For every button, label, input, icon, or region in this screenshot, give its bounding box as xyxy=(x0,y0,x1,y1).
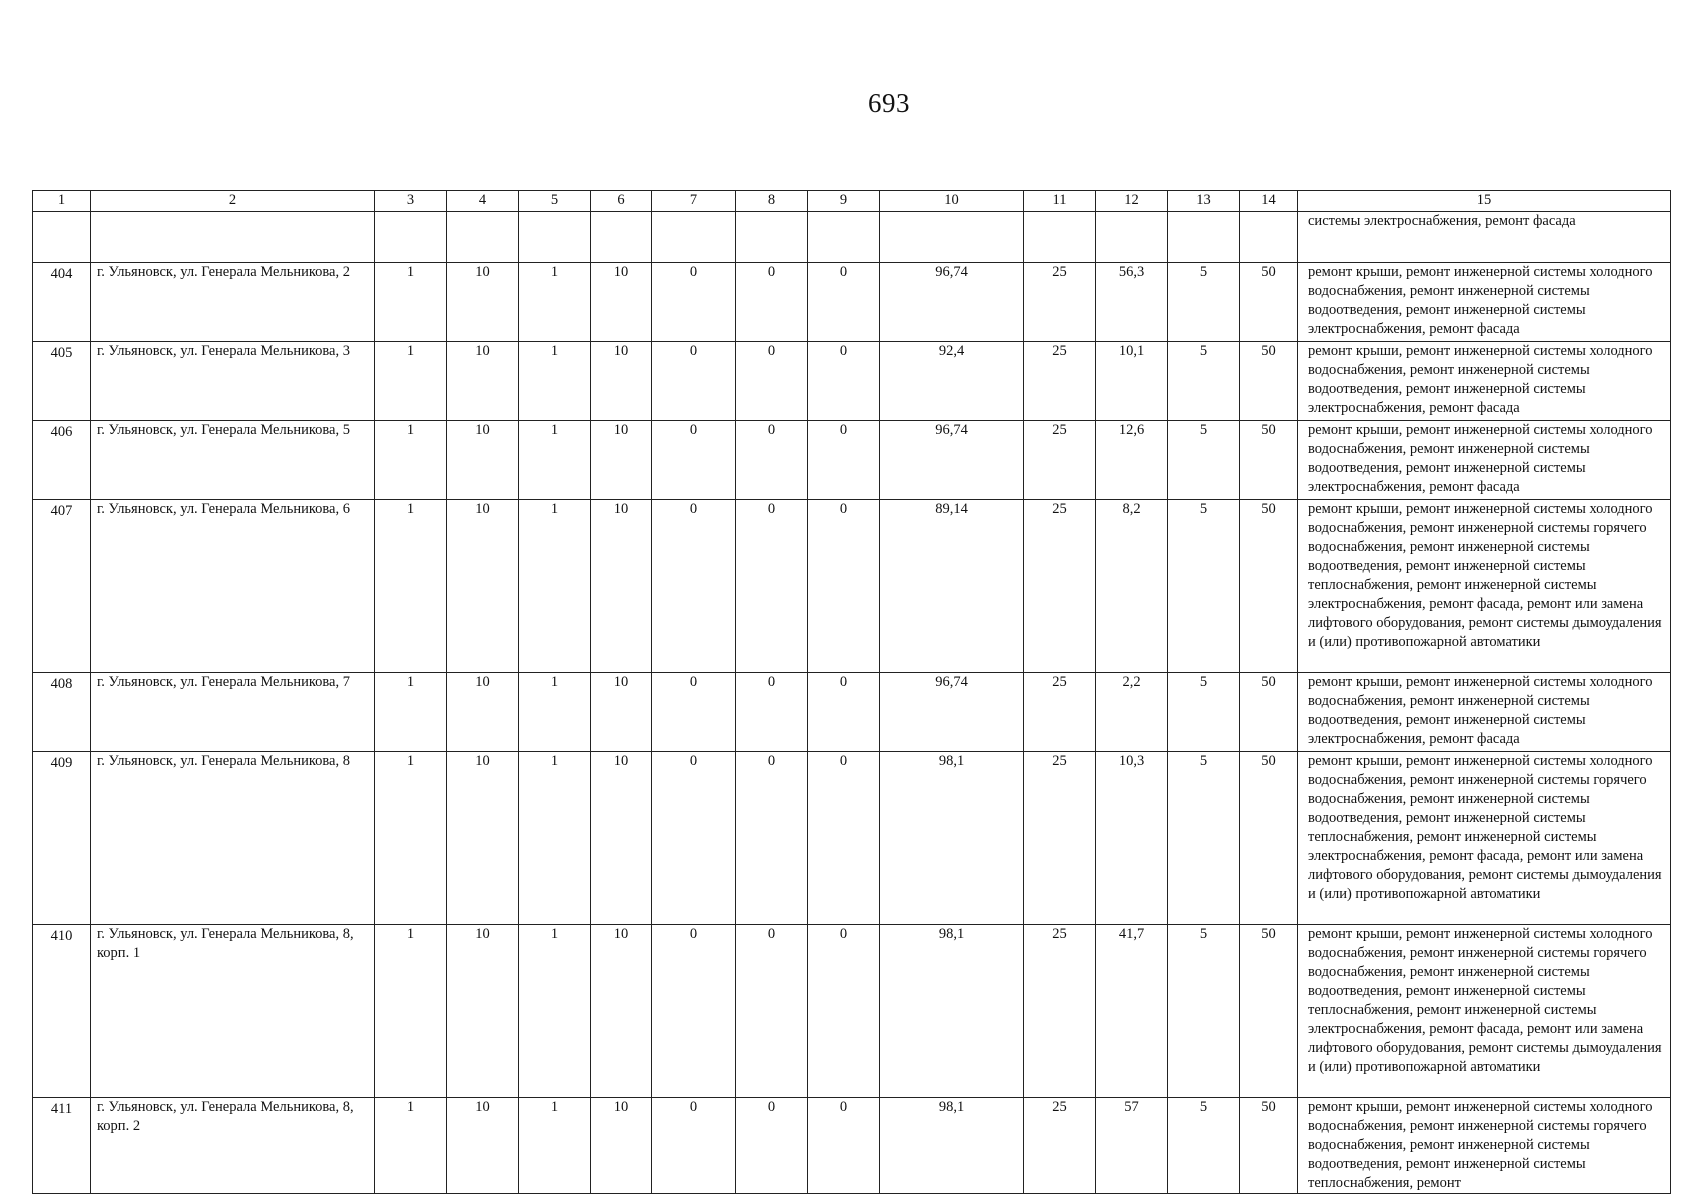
table-cell: 0 xyxy=(652,263,736,342)
table-cell: 0 xyxy=(652,673,736,752)
table-cell: 5 xyxy=(1168,925,1240,1098)
table-cell: 10 xyxy=(447,925,519,1098)
table-cell: 5 xyxy=(1168,421,1240,500)
table-cell: 50 xyxy=(1240,421,1298,500)
table-cell: 1 xyxy=(375,925,447,1098)
table-row xyxy=(33,500,1671,673)
table-cell: 50 xyxy=(1240,925,1298,1098)
address-cell: г. Ульяновск, ул. Генерала Мельникова, 8, корп. 2 xyxy=(91,1098,375,1194)
table-cell: 89,14 xyxy=(880,500,1024,673)
table-cell: 0 xyxy=(808,342,880,421)
column-header: 6 xyxy=(591,191,652,212)
column-header: 2 xyxy=(91,191,375,212)
table-cell: 50 xyxy=(1240,673,1298,752)
table-cell: 0 xyxy=(808,1098,880,1194)
table-cell: 5 xyxy=(1168,1098,1240,1194)
address-cell: г. Ульяновск, ул. Генерала Мельникова, 2 xyxy=(91,263,375,342)
table-cell: 0 xyxy=(736,263,808,342)
works-cell: ремонт крыши, ремонт инженерной системы холодного водоснабжения, ремонт инженерной системы водоотведения, ремонт инженерной системы электроснабжения, ремонт фасада xyxy=(1298,263,1671,342)
column-header: 1 xyxy=(33,191,91,212)
table-cell: 0 xyxy=(652,752,736,925)
repair-program-table xyxy=(32,190,1671,1194)
table-cell: 50 xyxy=(1240,342,1298,421)
table-cell: 25 xyxy=(1024,752,1096,925)
table-cell: 0 xyxy=(652,1098,736,1194)
row-number: 404 xyxy=(33,263,91,342)
table-cell: 10 xyxy=(447,1098,519,1194)
table-row xyxy=(33,752,1671,925)
works-cell: ремонт крыши, ремонт инженерной системы холодного водоснабжения, ремонт инженерной системы водоотведения, ремонт инженерной системы электроснабжения, ремонт фасада xyxy=(1298,342,1671,421)
table-cell: 10,3 xyxy=(1096,752,1168,925)
row-number: 408 xyxy=(33,673,91,752)
table-cell: 96,74 xyxy=(880,421,1024,500)
table-cell: 0 xyxy=(736,752,808,925)
table-cell: 25 xyxy=(1024,421,1096,500)
address-cell: г. Ульяновск, ул. Генерала Мельникова, 8, корп. 1 xyxy=(91,925,375,1098)
table-cell: 1 xyxy=(519,925,591,1098)
table-cell: 1 xyxy=(375,421,447,500)
table-cell: 1 xyxy=(375,263,447,342)
column-header: 10 xyxy=(880,191,1024,212)
table-cell: 10 xyxy=(447,421,519,500)
address-cell: г. Ульяновск, ул. Генерала Мельникова, 8 xyxy=(91,752,375,925)
table-cell: 0 xyxy=(736,421,808,500)
table-cell: 10 xyxy=(447,342,519,421)
table-cell: 12,6 xyxy=(1096,421,1168,500)
table-cell: 10 xyxy=(447,752,519,925)
table-cell: 1 xyxy=(375,673,447,752)
works-cell: ремонт крыши, ремонт инженерной системы холодного водоснабжения, ремонт инженерной системы горячего водоснабжения, ремонт инженерной системы водоотведения, ремонт инженерной системы теплоснабжения, ремонт инженерной системы электроснабжения, ремонт фасада, ремонт или замена лифтового оборудования, ремонт системы дымоудаления и (или) противопожарной автоматики xyxy=(1298,500,1671,673)
column-header: 7 xyxy=(652,191,736,212)
table-cell: 0 xyxy=(652,500,736,673)
address-cell: г. Ульяновск, ул. Генерала Мельникова, 6 xyxy=(91,500,375,673)
table-row xyxy=(33,263,1671,342)
table-cell: 10 xyxy=(591,925,652,1098)
table-cell: 25 xyxy=(1024,263,1096,342)
works-cell: системы электроснабжения, ремонт фасада xyxy=(1298,212,1671,263)
column-header: 3 xyxy=(375,191,447,212)
address-cell: г. Ульяновск, ул. Генерала Мельникова, 3 xyxy=(91,342,375,421)
table-cell: 0 xyxy=(808,673,880,752)
row-number: 407 xyxy=(33,500,91,673)
table-cell: 0 xyxy=(808,752,880,925)
works-cell: ремонт крыши, ремонт инженерной системы холодного водоснабжения, ремонт инженерной системы горячего водоснабжения, ремонт инженерной системы водоотведения, ремонт инженерной системы теплоснабжения, ремонт инженерной системы электроснабжения, ремонт фасада, ремонт или замена лифтового оборудования, ремонт системы дымоудаления и (или) противопожарной автоматики xyxy=(1298,752,1671,925)
table-cell: 25 xyxy=(1024,925,1096,1098)
table-cell: 10 xyxy=(447,673,519,752)
table-cell: 8,2 xyxy=(1096,500,1168,673)
table-cell: 0 xyxy=(652,421,736,500)
column-header: 11 xyxy=(1024,191,1096,212)
table-cell: 50 xyxy=(1240,1098,1298,1194)
address-cell: г. Ульяновск, ул. Генерала Мельникова, 7 xyxy=(91,673,375,752)
header-row xyxy=(33,191,1671,212)
works-cell: ремонт крыши, ремонт инженерной системы холодного водоснабжения, ремонт инженерной системы горячего водоснабжения, ремонт инженерной системы водоотведения, ремонт инженерной системы теплоснабжения, ремонт xyxy=(1298,1098,1671,1194)
table-cell: 10 xyxy=(591,752,652,925)
table-cell: 1 xyxy=(375,1098,447,1194)
table-cell: 5 xyxy=(1168,673,1240,752)
table-cell: 10 xyxy=(591,1098,652,1194)
table-cell: 10 xyxy=(591,263,652,342)
table-cell: 0 xyxy=(736,673,808,752)
table-cell: 1 xyxy=(519,673,591,752)
table-cell: 0 xyxy=(736,342,808,421)
table-row xyxy=(33,421,1671,500)
works-cell: ремонт крыши, ремонт инженерной системы холодного водоснабжения, ремонт инженерной системы водоотведения, ремонт инженерной системы электроснабжения, ремонт фасада xyxy=(1298,673,1671,752)
table-cell: 5 xyxy=(1168,263,1240,342)
table-cell: 96,74 xyxy=(880,673,1024,752)
column-header: 4 xyxy=(447,191,519,212)
table-cell: 98,1 xyxy=(880,925,1024,1098)
table-row xyxy=(33,673,1671,752)
column-header: 14 xyxy=(1240,191,1298,212)
table-row xyxy=(33,342,1671,421)
column-header: 8 xyxy=(736,191,808,212)
table-cell: 1 xyxy=(375,752,447,925)
table-cell: 50 xyxy=(1240,263,1298,342)
table-cell: 0 xyxy=(736,500,808,673)
table-cell: 50 xyxy=(1240,752,1298,925)
row-number: 405 xyxy=(33,342,91,421)
table-cell: 10 xyxy=(591,342,652,421)
table-cell: 25 xyxy=(1024,342,1096,421)
table-cell: 1 xyxy=(375,342,447,421)
table-cell: 98,1 xyxy=(880,1098,1024,1194)
column-header: 5 xyxy=(519,191,591,212)
table-cell: 0 xyxy=(808,925,880,1098)
column-header: 12 xyxy=(1096,191,1168,212)
table-cell: 1 xyxy=(519,342,591,421)
table-cell: 10,1 xyxy=(1096,342,1168,421)
table-cell: 1 xyxy=(519,752,591,925)
table-cell: 10 xyxy=(447,263,519,342)
table-cell: 50 xyxy=(1240,500,1298,673)
table-cell: 1 xyxy=(519,1098,591,1194)
row-number: 410 xyxy=(33,925,91,1098)
table-cell: 5 xyxy=(1168,752,1240,925)
table-cell: 25 xyxy=(1024,673,1096,752)
table-cell: 56,3 xyxy=(1096,263,1168,342)
row-number: 411 xyxy=(33,1098,91,1194)
table-cell: 0 xyxy=(808,421,880,500)
table-row xyxy=(33,1098,1671,1194)
page-number: 693 xyxy=(868,88,910,118)
row-number: 409 xyxy=(33,752,91,925)
works-cell: ремонт крыши, ремонт инженерной системы холодного водоснабжения, ремонт инженерной системы водоотведения, ремонт инженерной системы электроснабжения, ремонт фасада xyxy=(1298,421,1671,500)
table-cell: 5 xyxy=(1168,500,1240,673)
table-cell: 1 xyxy=(519,263,591,342)
table-cell: 1 xyxy=(375,500,447,673)
table-cell: 10 xyxy=(591,421,652,500)
table-cell: 5 xyxy=(1168,342,1240,421)
table-cell: 25 xyxy=(1024,1098,1096,1194)
table-cell: 96,74 xyxy=(880,263,1024,342)
table-cell: 0 xyxy=(808,500,880,673)
table-cell: 92,4 xyxy=(880,342,1024,421)
column-header: 9 xyxy=(808,191,880,212)
column-header: 13 xyxy=(1168,191,1240,212)
table-cell: 0 xyxy=(652,925,736,1098)
table-cell: 0 xyxy=(736,1098,808,1194)
table-cell: 0 xyxy=(808,263,880,342)
table-cell: 1 xyxy=(519,421,591,500)
table-row xyxy=(33,925,1671,1098)
table-cell: 2,2 xyxy=(1096,673,1168,752)
address-cell: г. Ульяновск, ул. Генерала Мельникова, 5 xyxy=(91,421,375,500)
column-header: 15 xyxy=(1298,191,1671,212)
table-cell: 0 xyxy=(652,342,736,421)
works-cell: ремонт крыши, ремонт инженерной системы холодного водоснабжения, ремонт инженерной системы горячего водоснабжения, ремонт инженерной системы водоотведения, ремонт инженерной системы теплоснабжения, ремонт инженерной системы электроснабжения, ремонт фасада, ремонт или замена лифтового оборудования, ремонт системы дымоудаления и (или) противопожарной автоматики xyxy=(1298,925,1671,1098)
table-cell: 10 xyxy=(591,500,652,673)
continuation-row xyxy=(33,212,1671,263)
row-number: 406 xyxy=(33,421,91,500)
table-cell: 10 xyxy=(447,500,519,673)
table-cell: 1 xyxy=(519,500,591,673)
table-cell: 0 xyxy=(736,925,808,1098)
table-cell: 57 xyxy=(1096,1098,1168,1194)
table-cell: 25 xyxy=(1024,500,1096,673)
table-cell: 41,7 xyxy=(1096,925,1168,1098)
table-cell: 10 xyxy=(591,673,652,752)
table-cell: 98,1 xyxy=(880,752,1024,925)
